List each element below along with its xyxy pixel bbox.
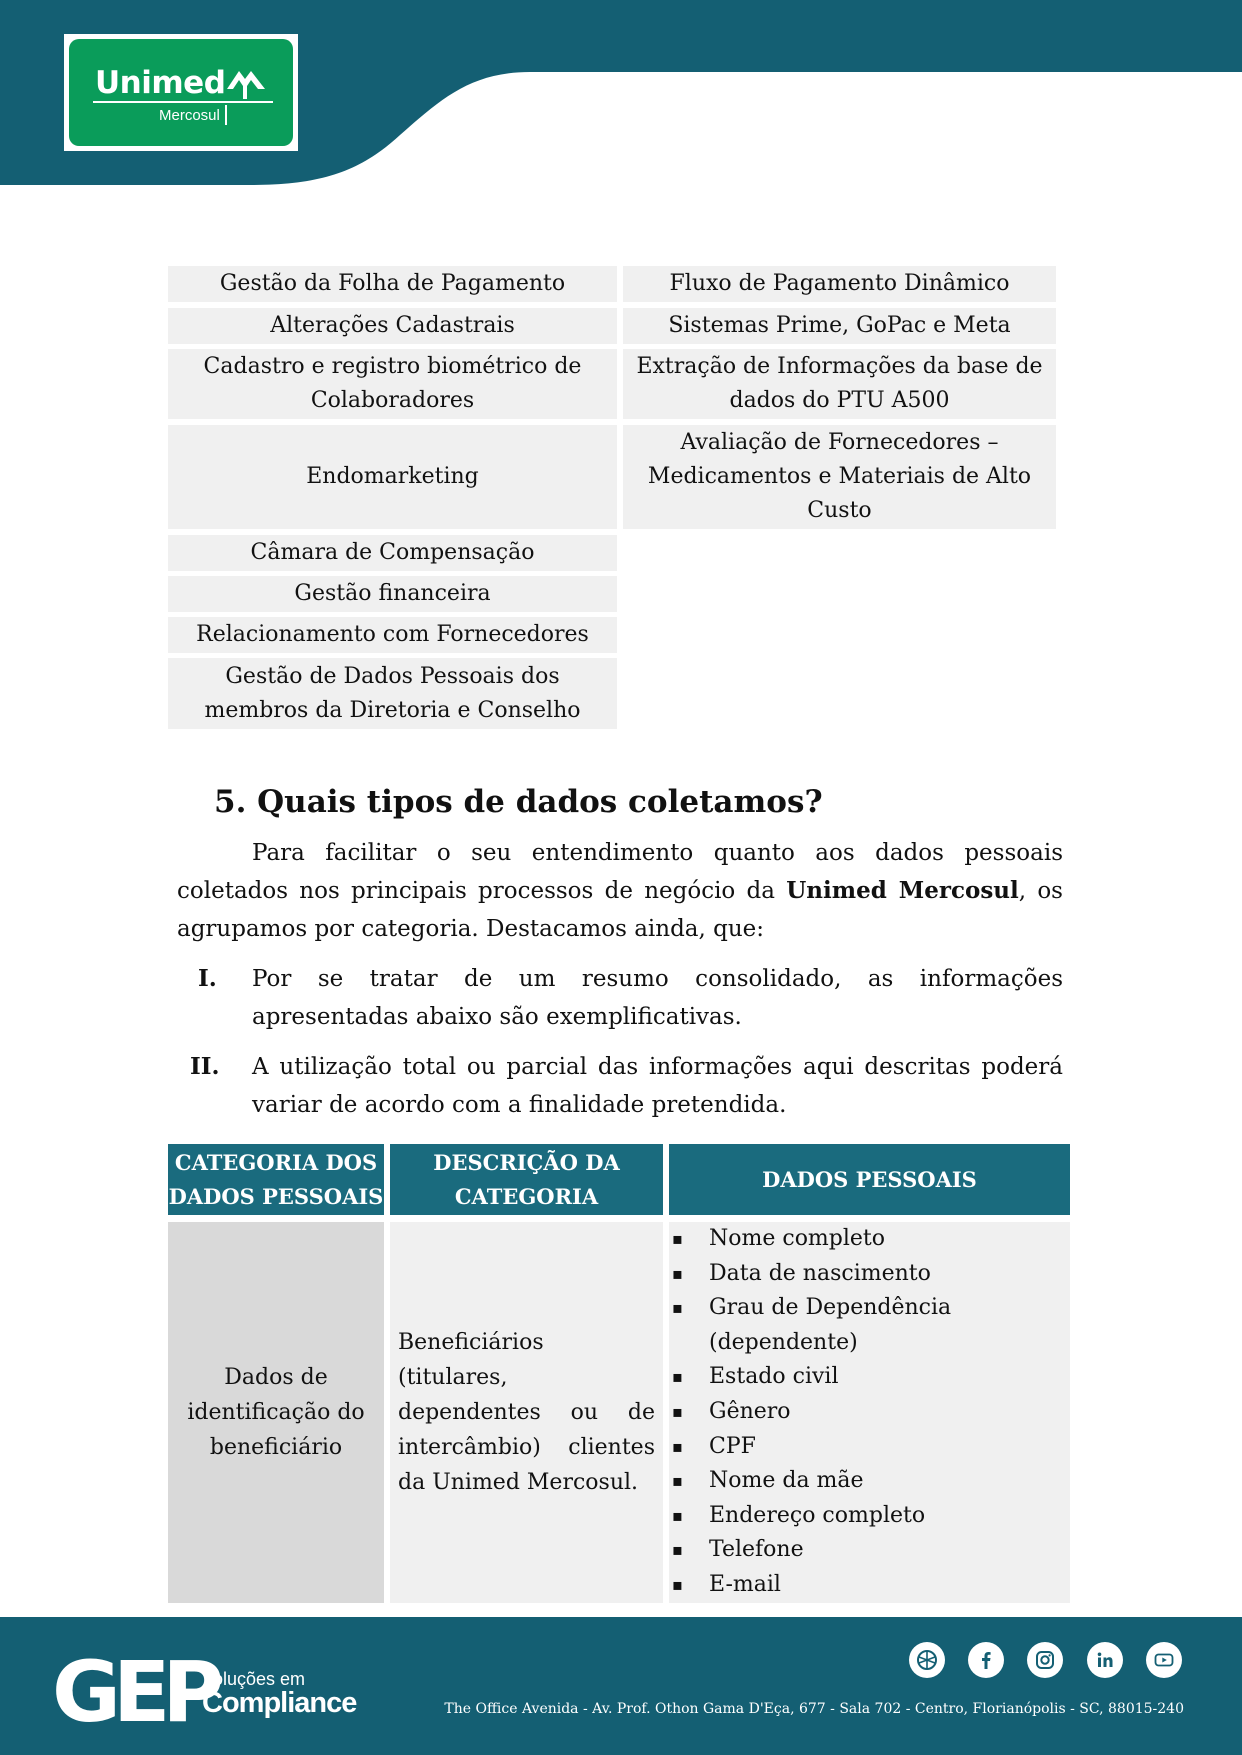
area-cell: Sistemas Prime, GoPac e Meta — [623, 308, 1056, 344]
footer — [0, 1617, 1242, 1755]
table-header-description: DESCRIÇÃO DA CATEGORIA — [390, 1144, 663, 1215]
list-number: I. — [198, 965, 217, 992]
intro-text: Para facilitar o seu entendimento quanto aos dados pessoais coletados nos principais processos de negócio da — [177, 840, 1063, 904]
logo-divider — [225, 105, 227, 125]
logo-line — [93, 101, 273, 103]
intro-paragraph — [177, 834, 1063, 948]
unimed-logo — [64, 34, 298, 151]
list-item: ▪ Grau de Dependência (dependente) — [672, 1295, 952, 1355]
intro-text-end: , os agrupamos por categoria. Destacamos ainda, que: — [177, 878, 1063, 942]
area-cell: Gestão da Folha de Pagamento — [168, 266, 617, 302]
gep-logo-subtitle: soluções em — [204, 1669, 306, 1689]
facebook-icon[interactable] — [968, 1642, 1004, 1678]
list-item: ▪ Nome completo — [672, 1226, 886, 1251]
area-cell: Gestão de Dados Pessoais dos membros da Diretoria e Conselho — [168, 658, 617, 729]
table-header-data: DADOS PESSOAIS — [669, 1144, 1070, 1215]
list-item: ▪ Gênero — [672, 1398, 791, 1424]
list-item: ▪ E-mail — [672, 1571, 781, 1597]
logo-name: Unimed — [95, 65, 226, 101]
category-text: Dados de identificação do beneficiário — [187, 1365, 365, 1460]
personal-data-list — [669, 1222, 1029, 1603]
area-cell: Relacionamento com Fornecedores — [168, 617, 617, 653]
section-title: 5. Quais tipos de dados coletamos? — [214, 784, 823, 820]
description-text: Beneficiários (titulares, dependentes ou de intercâmbio) clientes da Unimed Mercosul. — [398, 1330, 655, 1495]
area-cell: Câmara de Compensação — [168, 535, 617, 571]
list-number: II. — [190, 1053, 220, 1080]
list-item: ▪ Estado civil — [672, 1364, 839, 1390]
table-cell-description — [390, 1222, 663, 1603]
area-cell: Avaliação de Fornecedores – Medicamentos e Materiais de Alto Custo — [623, 425, 1056, 529]
area-cell: Gestão financeira — [168, 576, 617, 612]
list-item: ▪ CPF — [672, 1433, 756, 1459]
gep-logo — [52, 1643, 372, 1741]
list-item: ▪ Telefone — [672, 1537, 804, 1563]
gep-logo-compliance: Compliance — [202, 1687, 357, 1719]
table-cell-data — [669, 1222, 1070, 1603]
unimed-tree-icon — [225, 67, 269, 101]
table-header-category: CATEGORIA DOS DADOS PESSOAIS — [168, 1144, 384, 1215]
area-cell: Alterações Cadastrais — [168, 308, 617, 344]
area-cell: Fluxo de Pagamento Dinâmico — [623, 266, 1056, 302]
instagram-icon[interactable] — [1027, 1642, 1063, 1678]
table-cell-category — [168, 1222, 384, 1603]
list-item: Por se tratar de um resumo consolidado, as informações apresentadas abaixo são exemplificativas. — [252, 966, 1063, 1030]
logo-subtitle: Mercosul — [159, 107, 220, 124]
area-cell: Endomarketing — [168, 425, 617, 529]
linkedin-icon[interactable] — [1087, 1642, 1123, 1678]
website-icon[interactable] — [909, 1642, 945, 1678]
youtube-icon[interactable] — [1146, 1642, 1182, 1678]
area-cell: Cadastro e registro biométrico de Colaboradores — [168, 349, 617, 419]
list-item: ▪ Nome da mãe — [672, 1468, 864, 1494]
intro-bold: Unimed Mercosul — [786, 877, 1019, 904]
area-cell: Extração de Informações da base de dados do PTU A500 — [623, 349, 1056, 419]
list-item: ▪ Endereço completo — [672, 1502, 926, 1528]
list-item: A utilização total ou parcial das informações aqui descritas poderá variar de acordo com a finalidade pretendida. — [252, 1054, 1063, 1118]
list-item: ▪ Data de nascimento — [672, 1260, 931, 1286]
footer-address: The Office Avenida - Av. Prof. Othon Gama D'Eça, 677 - Sala 702 - Centro, Florianópolis - SC, 88015-240 — [444, 1701, 1184, 1717]
gep-logo-text: GEP — [52, 1643, 216, 1741]
